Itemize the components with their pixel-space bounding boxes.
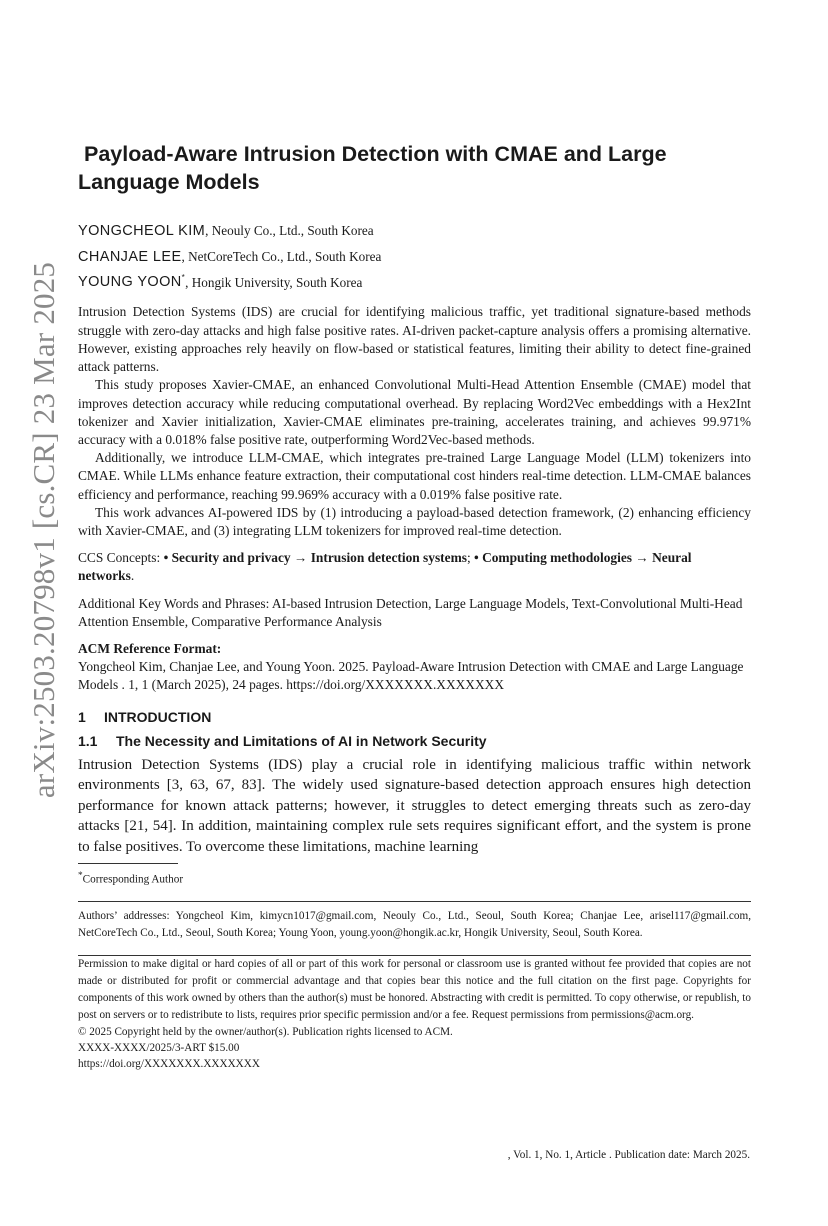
abstract-paragraph: This work advances AI-powered IDS by (1) introducing a payload-based detection framework, (2) enhancing efficiency with Xavier-CMAE, and (3) integrating LLM tokenizers for improved real-time detection.: [78, 504, 751, 538]
author-entry: [78, 242, 751, 268]
divider: [78, 901, 751, 902]
page-footer: , Vol. 1, No. 1, Article . Publication date: March 2025.: [507, 1149, 750, 1161]
abstract-paragraph: Additionally, we introduce LLM-CMAE, which integrates pre-trained Large Language Model (LLM) tokenizers into CMAE. While LLMs enhance feature extraction, their computational cost hinders real-time detection. LLM-CMAE balances efficiency and performance, reaching 99.969% accuracy with a 0.019% false positive rate.: [78, 450, 751, 502]
author-addresses: Authors’ addresses: Yongcheol Kim, kimycn1017@gmail.com, Neouly Co., Ltd., Seoul, South Korea; Chanjae Lee, arisel117@gmail.com, NetCoreTech Co., Ltd., Seoul, South Korea; Young Yoon, young.yoon@hongik.ac.kr, Hongik University, Seoul, South Korea.: [78, 909, 751, 939]
doi-line: https://doi.org/XXXXXXX.XXXXXXX: [78, 1057, 260, 1070]
author-entry: [78, 268, 751, 294]
author-name: CHANJAE LEE: [78, 248, 182, 265]
author-list: [78, 216, 751, 293]
abstract-paragraph: Intrusion Detection Systems (IDS) are crucial for identifying malicious traffic, yet traditional signature-based methods struggle with zero-day attacks and high false positive rates. AI-driven packet-capture analysis offers a promising alternative. However, existing approaches rely heavily on flow-based or statistical features, limiting their ability to detect fine-grained attack patterns.: [78, 304, 751, 375]
author-affiliation: , NetCoreTech Co., Ltd., South Korea: [181, 248, 382, 264]
abstract: [78, 303, 751, 540]
abstract-paragraph: This study proposes Xavier-CMAE, an enhanced Convolutional Multi-Head Attention Ensemble (CMAE) model that improves detection accuracy while reducing computational overhead. By replacing Word2Vec embeddings with a Hex2Int tokenizer and Xavier initialization, Xavier-CMAE eliminates pre-training, accelerates training, and achieves 99.971% accuracy with a 0.018% false positive rate, outperforming Word2Vec-based methods.: [78, 377, 751, 447]
ccs-concepts: CCS Concepts: • Security and privacy → Intrusion detection systems; • Computing methodologies → Neural networks.: [78, 550, 692, 584]
author-name: YOUNG YOON*: [78, 273, 186, 291]
corresponding-mark: *: [181, 273, 186, 283]
footnote-rule: [78, 863, 178, 864]
keywords: Additional Key Words and Phrases: AI-based Intrusion Detection, Large Language Models, Text-Convolutional Multi-Head Attention Ensemble, Comparative Performance Analysis: [78, 595, 743, 629]
acm-reference-format: [78, 640, 751, 695]
acm-reference-text: Yongcheol Kim, Chanjae Lee, and Young Yoon. 2025. Payload-Aware Intrusion Detection with CMAE and Large Language Models . 1, 1 (March 2025), 24 pages. https://doi.org/XXXXXXX.XXXXXXX: [78, 659, 744, 693]
author-entry: [78, 216, 751, 242]
acm-reference-heading: ACM Reference Format:: [78, 640, 222, 656]
paper-page: [78, 140, 751, 1072]
author-name: YONGCHEOL KIM: [78, 222, 206, 239]
subsection-heading: 1.1 The Necessity and Limitations of AI in Network Security: [78, 732, 487, 749]
author-affiliation: , Neouly Co., Ltd., South Korea: [205, 222, 374, 238]
intro-paragraph: Intrusion Detection Systems (IDS) play a crucial role in identifying malicious traffic within network environments [3, 63, 67, 83]. The widely used signature-based detection approach ensures high detection performance for known attack patterns; however, it struggles to detect emerging threats such as zero-day attacks [21, 54]. In addition, maintaining complex rule sets requires significant effort, and the system is prone to false positives. To overcome these limitations, machine learning: [78, 756, 751, 855]
permission-notice: Permission to make digital or hard copies of all or part of this work for personal or classroom use is granted without fee provided that copies are not made or distributed for profit or commercial advantage and that copies bear this notice and the full citation on the first page. Copyrights for components of this work owned by others than the author(s) must be honored. Abstracting with credit is permitted. To copy otherwise, or republish, to post on servers or to redistribute to lists, requires prior specific permission and/or a fee. Request permissions from permissions@acm.org.: [78, 957, 751, 1021]
author-affiliation: , Hongik University, South Korea: [185, 274, 363, 290]
copyright-line: © 2025 Copyright held by the owner/author(s). Publication rights licensed to ACM.: [78, 1025, 453, 1038]
footnote-corresponding: *Corresponding Author: [78, 871, 184, 886]
paper-title: Payload-Aware Intrusion Detection with CMAE and Large Language Models: [78, 142, 667, 194]
issn-line: XXXX-XXXX/2025/3-ART $15.00: [78, 1041, 240, 1054]
arxiv-identifier: arXiv:2503.20798v1 [cs.CR] 23 Mar 2025: [26, 261, 61, 799]
section-heading: 1 INTRODUCTION: [78, 708, 212, 725]
